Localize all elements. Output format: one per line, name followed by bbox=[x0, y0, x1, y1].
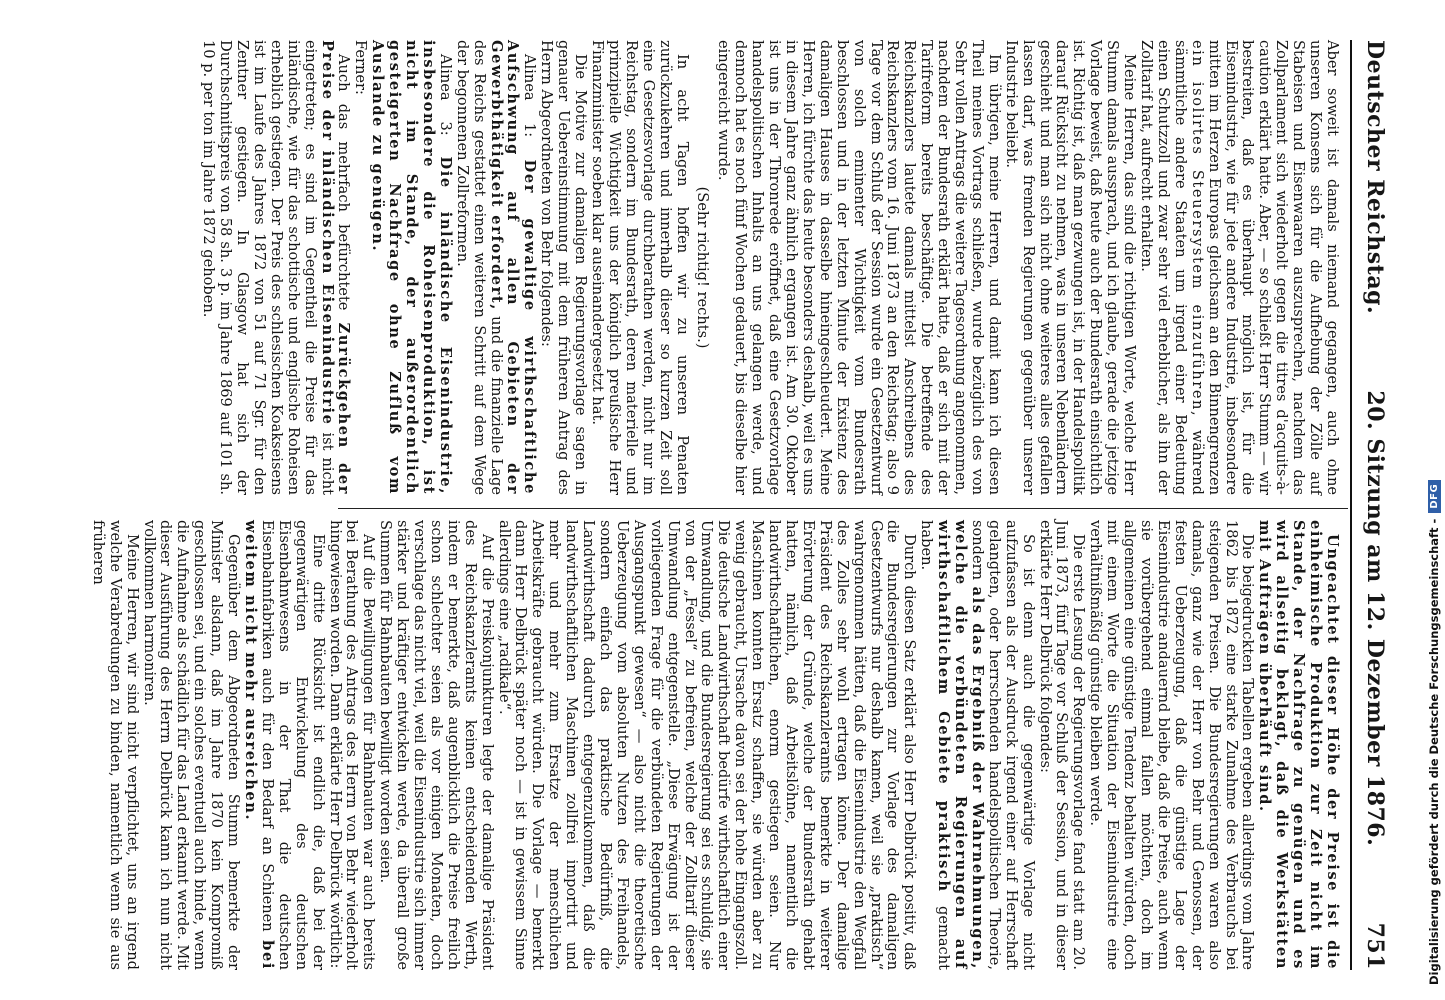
text-run: Auch das mehrfach befürchtete bbox=[335, 54, 353, 323]
paragraph bbox=[453, 40, 538, 495]
text-run: So ist denn auch die gegenwärtige Vorlage nicht aufzufassen als der Ausdruck irgend einer auf Herrschaft gelangten, oder herrschenden handelspolitischen Theorie, sondern bbox=[968, 520, 1037, 970]
text-run: Alinea 1: bbox=[521, 54, 539, 160]
text-run: und die finanzielle Lage des Reichs gestattet einen weiteren Schritt auf dem Wege der begonnenen Zollreformen. bbox=[453, 40, 505, 495]
left-column bbox=[200, 40, 1341, 495]
paragraph bbox=[376, 520, 494, 970]
interjection bbox=[694, 40, 711, 495]
text-run: Durch diesen Satz erklärt also Herr Delbrück positiv, daß die Bundesregierungen zur Vorlage des damaligen Gesetzentwurfs nur deshalb kamen, weil sie „praktisch“ wahrgenommen hätten, daß die Eisenindustrie den Wegfall des Zolles sehr wohl ertragen könne. Der damalige Präsident des Reichskanzleramts bemerkte in weiterer Erörterung der Gründe, welche der Bundesrath gehabt hatten, nämlich, daß Arbeitslöhne, namentlich die landwirthschaftlichen, enorm gestiegen seien. Nur Maschinen konnten Ersatz schaffen, sie würden aber zu wenig gebraucht, Ursache davon sei der hohe Eingangszoll. Die deutsche Landwirthschaft bedürfe wirthschaftlich einer Umwandlung, und die Bundesregierung sei es schuldig, sie von der „Fessel“ zu befreien, welche der Zolltarif dieser Umwandlung entgegenstelle. „Diese Erwägung ist der vorliegenden Frage für die verbündeten Regierungen der Ausgangspunkt gewesen“ — also nicht die theoretische Ueberzeugung vom absoluten Nutzen des Freihandels, sondern einfach das praktische Bedürfniß, die Landwirthschaft dadurch entgegenzukommen, daß die landwirthschaftlichen Maschinen zollfrei importirt und mehr und mehr zum Ersatze der menschlichen Arbeitskräfte gebraucht würden. Die Vorlage — bemerkt dann Herr Delbrück später noch — ist in gewissem Sinne allerdings eine „radikale“. bbox=[495, 520, 919, 970]
right-column bbox=[89, 520, 1341, 970]
text-run: ist nicht eingetreten; es sind im Gegentheil die Preise für das inländische, wie für das schottische und englische Roheisen erheblich gestiegen. Der Preis des schlesischen Koakseisens ist im Laufe des Jahres 1872 von 51 auf 71 Sgr. für den Zentner gestiegen. In Glasgow hat sich der Durchschnittspreis von 58 sh. 3 p. im Jahre 1869 auf 101 sh. 10 p. per ton im Jahre 1872 gehoben. bbox=[200, 40, 336, 495]
paragraph bbox=[89, 520, 140, 970]
emphasized-text: Der gewaltige wirthschaftliche Aufschwung auf allen Gebieten der Gewerbthätigkeit erfordert, bbox=[487, 40, 539, 495]
text-run: Eine dritte Rücksicht ist endlich die, daß bei der gegenwärtigen Entwickelung des deutschen Eisenbahnwesens in der That die deutschen Eisenbahnfabriken auch für den Bedarf an Schienen bbox=[258, 520, 327, 970]
text-run: Aber soweit ist damals niemand gegangen, auch ohne unseren Konsens sich für die Aufhebung der Zölle auf Stabeisen und Eisenwaaren auszusprechen, nachdem das Zollparlament sich wiederholt gegen die titres d'acquits-à-caution erklärt hatte. Aber, — so schließt Herr Stumm — wir bestreiten, daß es überhaupt möglich ist, für die Eisenindustrie, wie für jede andere Industrie, insbesondere mitten im Herzen Europas gleichsam an den Binnengrenzen bbox=[1205, 40, 1341, 495]
text-run: Die beigedruckten Tabellen ergeben allerdings vom Jahre 1862 bis 1872 eine starke Zunahme des Verbrauchs bei steigenden Preisen. Die Bundesregierungen waren also damals, ganz wie der Herr von Behr und Genossen, der festen Ueberzeugung, daß die günstige Lage der Eisenindustrie andauernd bleibe, daß die Preise, auch wenn sie vorübergehend einmal fallen möchten, doch im allgemeinen eine günstige Tendenz behalten würden, doch mit einem Worte die Situation der Eisenindustrie eine verhältnißmäßig günstige bleiben werde. bbox=[1087, 520, 1257, 970]
paragraph bbox=[199, 40, 351, 495]
text-run: Gegenüber dem Abgeordneten Stumm bemerkte der Minister alsdann, daß im Jahre 1870 kein Kompromiß geschlossen sei, und ein solches eventuell auch binde, wenn die Aufnahme als schädlich für das Land erkannt werde. Mit dieser Ausführung des Herrn Delbrück kann ich nun nicht vollkommen harmoniren. bbox=[140, 520, 243, 970]
text-run: Auf die Preiskonjunkturen legte der damalige Präsident des Reichskanzleramts keinen entscheidenden Werth, indem er bemerkte, daß augenblicklich die Preise freilich schon schlechter seien als vor einigen Monaten, doch verschlage das nicht viel, weil die Eisenindustrie sich immer stärker und kräftiger entwickeln werde, da überall große Summen für Bahnbauten bewilligt worden seien. bbox=[377, 520, 496, 970]
paragraph-label bbox=[351, 40, 368, 495]
emphasized-text: als das Ergebniß der Wahrnehmungen, welche die verbündeten Regierungen auf wirthschaftlichem Gebiete praktisch bbox=[935, 520, 986, 970]
running-head bbox=[1355, 40, 1395, 970]
text-run: Die Motive zur damaligen Regierungsvorlage sagen in genauer Uebereinstimmung mit dem früheren Antrag des Herrn Abgeordneten von Behr folgendes: bbox=[538, 40, 590, 495]
paragraph bbox=[588, 40, 689, 495]
header-rule bbox=[1350, 40, 1352, 970]
paragraph bbox=[1137, 40, 1340, 495]
text-run: Alinea 3: bbox=[436, 54, 454, 157]
text-run: Meine Herren, das sind die richtigen Worte, welche Herr Stumm damals aussprach, und ich glaube, gerade die jetzige Vorlage beweist, daß heute auch der Bundesrath einsichtlich ist. Richtig ist, daß man gezwungen ist, in der Handelspolitik darauf Rücksicht zu nehmen, was in unseren Nebenländern geschieht und man sich nicht ohne weiteres alles gefallen lassen darf, was fremden Regierungen gegenüber unserer Industrie beliebt. bbox=[1002, 40, 1139, 495]
page-number: 751 bbox=[1362, 922, 1388, 970]
column-divider bbox=[338, 508, 1348, 509]
emphasized-text: bei weitem nicht mehr ausreichen. bbox=[242, 520, 276, 970]
paragraph bbox=[1002, 40, 1137, 495]
text-run: während sämmtliche andere Staaten um irgend einer Bedeutung einen Schutzzoll und zwar sehr viel erheblicher, als ihn der Zolltarif hat, aufrecht erhalten. bbox=[1138, 40, 1206, 495]
credit-text: Digitalisierung gefördert durch die Deutsche Forschungsgemeinschaft - bbox=[1427, 518, 1441, 985]
dfg-logo: DFG bbox=[1428, 480, 1441, 513]
session-date: 20. Sitzung am 12. Dezember 1876. bbox=[1362, 390, 1388, 847]
emphasized-text: Ungeachtet dieser Höhe der Preise ist die einheimische Produktion zur Zeit nicht im Stande, der Nachfrage zu genügen und es wird allseitig beklagt, daß die Werkstätten mit Aufträgen überhäuft sind. bbox=[1256, 520, 1341, 970]
paragraph bbox=[1255, 520, 1340, 970]
text-run: Auf die Bewilligungen für Bahnbauten war auch bereits bei Berathung des Antrags des Herrn von Behr wiederholt hingewiesen worden. Dann erklärte Herr Delbrück wörtlich: bbox=[326, 520, 378, 970]
digitization-credit bbox=[1403, 0, 1441, 1000]
paragraph bbox=[241, 520, 326, 970]
paragraph bbox=[495, 520, 918, 970]
text-run: (Sehr richtig! rechts.) bbox=[694, 186, 712, 349]
journal-title: Deutscher Reichstag. bbox=[1362, 40, 1388, 315]
paragraph bbox=[714, 40, 1001, 495]
text-run: In acht Tagen hoffen wir zu unseren Penaten zurückzukehren und innerhalb dieser so kurzen Zeit soll eine Gesetzesvorlage durchberathen werden, nicht nur im Reichstag, sondern im Bundesrath, deren materielle und prinzipielle Wichtigkeit uns der königlich preußische Herr Finanzminister soeben klar auseinandergesetzt hat. bbox=[589, 40, 691, 495]
paragraph bbox=[368, 40, 453, 495]
emphasized-text: ein isolirtes Steuersystem einzuführen, bbox=[1188, 40, 1206, 418]
emphasized-text: Die inländische Eisenindustrie, insbesondere die Roheisenproduktion, ist nicht im Stande, der außerordentlich gesteigerten Nachfrage ohne Zufluß vom Auslande zu genügen. bbox=[369, 40, 454, 495]
paragraph bbox=[1086, 520, 1255, 970]
paragraph bbox=[537, 40, 588, 495]
paragraph bbox=[1036, 520, 1087, 970]
text-run: gemacht haben. bbox=[918, 520, 953, 970]
text-run: Im übrigen, meine Herren, und damit kann ich diesen Theil meines Vortrags schließen, wurde bezüglich des von Sehr vollen Antrags die weitere Tagesordnung angenommen, nachdem der Bundesrath erklärt hatte, daß er sich mit der Tarifreform bereits beschäftige. Die betreffende des Reichskanzlers lautete damals mittelst Anschreibens des Reichskanzlers vom 16. Juni 1873 an den Reichstag; also 9 Tage vor dem Schluß der Session wurde ein Gesetzentwurf von solch eminenter Wichtigkeit vom Bundesrath beschlossen und in der letzten Minute der Existenz des damaligen Hauses in dasselbe hineingeschleudert. Meine Herren, ich fürchte das heute besonders deshalb, weil es uns in diesem Jahre ganz ähnlich ergangen ist. Am 30. Oktober ist uns in der Thronrede eröffnet, daß eine Gesetzvorlage handelspolitischen Inhalts an uns gelangen werde, und dennoch hat es noch fünf Wochen gedauert, bis dieselbe hier eingereicht wurde. bbox=[715, 40, 1003, 495]
text-run: Meine Herren, wir sind nicht verpflichtet, uns an irgend welche Verabredungen zu binden, namentlich wenn sie aus früheren bbox=[89, 520, 141, 970]
paragraph bbox=[326, 520, 377, 970]
paragraph bbox=[140, 520, 241, 970]
text-run: Die erste Lesung der Regierungsvorlage fand statt am 20. Juni 1873, fünf Tage vor Schluß der Session, und in dieser erklärte Herr Delbrück folgendes: bbox=[1036, 520, 1088, 970]
emphasized-text: Zurückgehen der Preise der inländischen Eisenindustrie bbox=[318, 40, 353, 495]
paragraph bbox=[917, 520, 1035, 970]
text-run: Ferner: bbox=[352, 40, 370, 95]
